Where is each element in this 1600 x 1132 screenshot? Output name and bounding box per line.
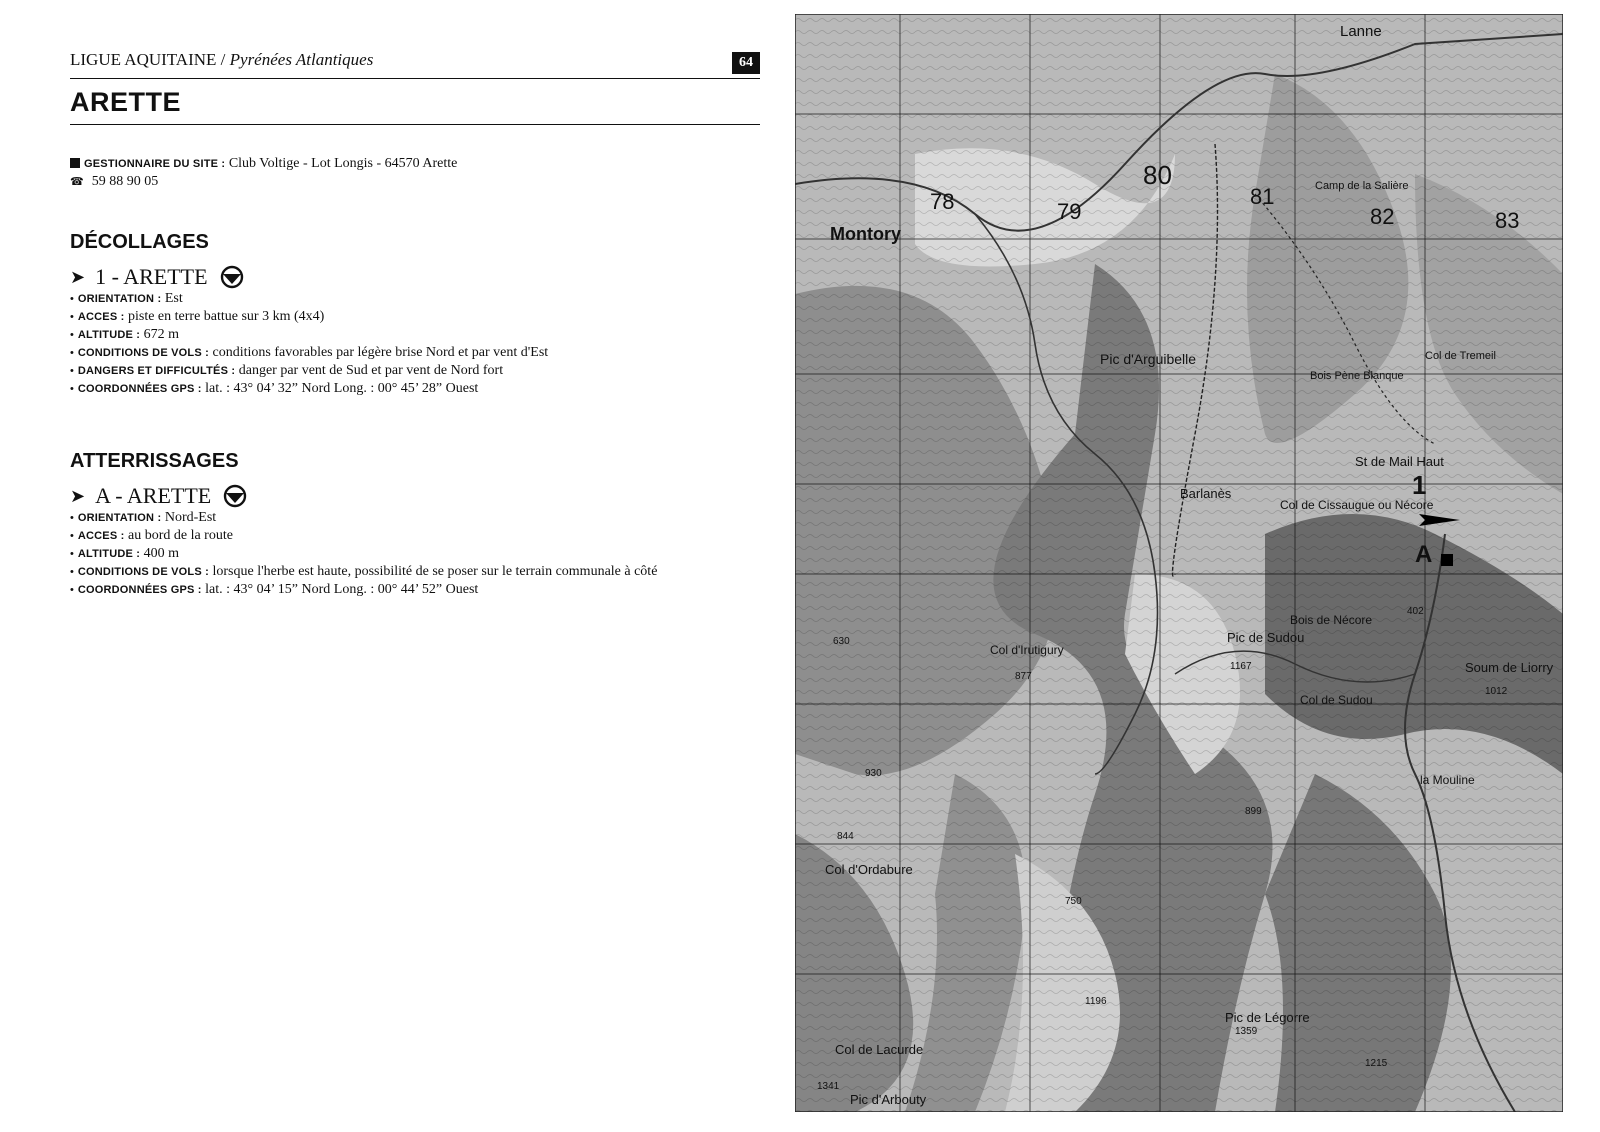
place-label: Col d'Ordabure [825,862,913,877]
place-label: Col de Sudou [1300,693,1373,707]
detail-row: • ORIENTATION : Est [70,291,183,306]
detail-row: • COORDONNÉES GPS : lat. : 43° 04’ 32” Nord Long. : 00° 45’ 28” Ouest [70,381,479,396]
header-rule [70,78,760,79]
spot-height: 899 [1245,806,1262,817]
page-number: 64 [732,52,760,74]
detail-value: Nord-Est [164,510,217,525]
detail-label: ALTITUDE : [77,329,141,341]
detail-value: 672 m [143,327,180,342]
landing-heading: ATTERRISSAGES [70,450,239,472]
detail-row: • ALTITUDE : 400 m [70,546,180,561]
takeoff-marker-label: 1 [1412,470,1427,500]
takeoff-symbol-icon [220,265,244,289]
region-name: Pyrénées Atlantiques [229,50,374,69]
detail-value: Est [164,291,183,306]
place-label: St de Mail Haut [1355,454,1444,469]
detail-label: ORIENTATION : [77,293,162,305]
detail-row: • CONDITIONS DE VOLS : lorsque l'herbe est haute, possibilité de se poser sur le terrain communale à côté [70,564,658,579]
title-rule [70,124,760,125]
map-canvas [795,14,1563,1112]
detail-label: ACCES : [77,530,125,542]
grid-number: 82 [1370,204,1395,229]
landing-spot [70,483,760,509]
place-label: Bois Pène Blanque [1310,370,1404,382]
detail-label: CONDITIONS DE VOLS : [77,347,209,359]
detail-value: piste en terre battue sur 3 km (4x4) [127,309,325,324]
grid-number: 80 [1143,160,1172,190]
detail-value: 400 m [143,546,180,561]
site-title: ARETTE [70,87,181,117]
detail-value: lat. : 43° 04’ 32” Nord Long. : 00° 45’ 28” Ouest [205,381,479,396]
square-bullet-icon [70,158,80,168]
place-label: Pic de Sudou [1227,630,1305,645]
arrow-right-icon: ➤ [70,266,86,287]
detail-label: COORDONNÉES GPS : [77,383,202,395]
place-label: Pic de Légorre [1225,1010,1310,1025]
landing-marker-label: A [1415,541,1433,568]
takeoff-details [70,290,760,398]
spot-height: 1359 [1235,1026,1258,1037]
place-label: Soum de Liorry [1465,660,1554,675]
phone-number: 59 88 90 05 [91,174,159,189]
phone-icon: ☎ [70,176,84,188]
detail-value: danger par vent de Sud et par vent de Nord fort [238,363,504,378]
detail-label: COORDONNÉES GPS : [77,584,202,596]
landing-symbol-icon [223,484,247,508]
spot-height: 1341 [817,1081,840,1092]
detail-row: • COORDONNÉES GPS : lat. : 43° 04’ 15” Nord Long. : 00° 44’ 52” Ouest [70,582,479,597]
detail-row: • ACCES : piste en terre battue sur 3 km (4x4) [70,309,325,324]
detail-row: • ORIENTATION : Nord-Est [70,510,217,525]
place-label: la Mouline [1420,773,1475,787]
takeoff-name: 1 - ARETTE [95,264,208,289]
spot-height: 1196 [1085,996,1107,1007]
detail-value: lat. : 43° 04’ 15” Nord Long. : 00° 44’ 52” Ouest [205,582,479,597]
place-label: Barlanès [1180,486,1232,501]
place-label: Col de Cissaugue ou Nécore [1280,498,1434,512]
detail-label: ACCES : [77,311,125,323]
takeoff-heading: DÉCOLLAGES [70,231,209,253]
grid-number: 79 [1057,199,1082,224]
text-page [70,40,760,599]
league-name: LIGUE AQUITAINE / [70,50,226,69]
detail-value: conditions favorables par légère brise Nord et par vent d'Est [212,345,549,360]
spot-height: 1167 [1230,661,1252,672]
grid-number: 81 [1250,184,1275,209]
detail-label: ORIENTATION : [77,512,162,524]
site-manager [70,155,760,191]
arrow-right-icon: ➤ [70,485,86,506]
detail-label: ALTITUDE : [77,548,141,560]
place-label: Camp de la Salière [1315,180,1409,192]
detail-row: • ALTITUDE : 672 m [70,327,180,342]
spot-height: 877 [1015,671,1032,682]
spot-height: 402 [1407,606,1424,617]
spot-height: 1012 [1485,686,1508,697]
detail-row: • DANGERS ET DIFFICULTÉS : danger par vent de Sud et par vent de Nord fort [70,363,504,378]
place-label: Bois de Nécore [1290,613,1373,627]
topographic-map [795,14,1563,1112]
landing-name: A - ARETTE [95,483,212,508]
spot-height: 930 [865,768,882,779]
landing-details [70,509,760,599]
spot-height: 750 [1065,896,1082,907]
takeoff-spot [70,264,760,290]
place-label: Pic d'Arbouty [850,1092,927,1107]
place-label: Col d'Irutigury [990,643,1064,657]
manager-label: GESTIONNAIRE DU SITE : [84,158,226,170]
manager-value: Club Voltige - Lot Longis - 64570 Arette [228,156,458,171]
place-label: Montory [830,224,901,244]
detail-value: au bord de la route [127,528,233,543]
running-header [70,40,760,74]
place-label: Lanne [1340,23,1382,40]
grid-number: 83 [1495,208,1520,233]
place-label: Col de Tremeil [1425,350,1496,362]
detail-row: • CONDITIONS DE VOLS : conditions favorables par légère brise Nord et par vent d'Est [70,345,549,360]
detail-row: • ACCES : au bord de la route [70,528,233,543]
detail-value: lorsque l'herbe est haute, possibilité de se poser sur le terrain communale à côté [212,564,658,579]
landing-square-icon [1441,554,1453,566]
spot-height: 844 [837,831,854,842]
place-label: Pic d'Arguibelle [1100,351,1197,367]
detail-label: DANGERS ET DIFFICULTÉS : [77,365,236,377]
grid-number: 78 [930,189,955,214]
spot-height: 630 [833,636,850,647]
place-label: Col de Lacurde [835,1042,924,1057]
spot-height: 1215 [1365,1058,1388,1069]
detail-label: CONDITIONS DE VOLS : [77,566,209,578]
league-title [70,50,373,70]
